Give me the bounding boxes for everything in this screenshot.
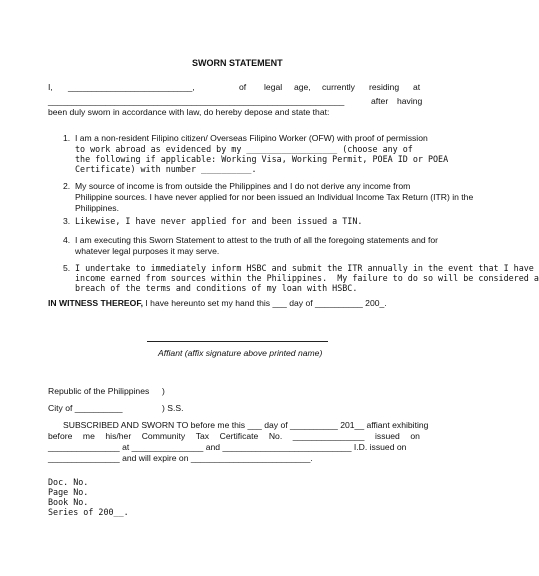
intro-after: after: [371, 96, 389, 106]
item-5-line-2: income earned from sources within the Philippines. My failure to do so will be considered a: [75, 273, 539, 283]
jurat-word: issued: [374, 431, 400, 441]
doc-no: Doc. No.: [48, 477, 89, 487]
item-1-line-3: the following if applicable: Working Visa, Working Permit, POEA ID or POEA: [75, 154, 449, 164]
jurat-word: _______________: [292, 431, 365, 441]
item-1-line-2: to work abroad as evidenced by my __________________ (choose any of: [75, 144, 413, 154]
jurat-word: on: [410, 431, 420, 441]
affiant-signature-line: [147, 341, 328, 342]
intro-residing: residing: [369, 82, 400, 92]
item-3-line-1: Likewise, I have never applied for and been issued a TIN.: [75, 216, 363, 226]
intro-currently: currently: [322, 82, 355, 92]
name-blank: __________________________,: [68, 82, 195, 92]
jurat-word: before: [48, 431, 73, 441]
jurat-word: his/her: [105, 431, 132, 441]
venue-republic: Republic of the Philippines: [48, 386, 150, 396]
venue-paren-1: ): [162, 386, 165, 396]
item-1-line-4: Certificate) with number __________.: [75, 164, 257, 174]
witness-rest: I have hereunto set my hand this ___ day of __________ 200_.: [143, 298, 387, 308]
item-5-line-1: I undertake to immediately inform HSBC and submit the ITR annually in the event that I have: [75, 263, 534, 273]
book-no: Book No.: [48, 497, 89, 507]
witness-clause: [48, 298, 387, 309]
item-4-line-1: I am executing this Sworn Statement to attest to the truth of all the foregoing statements and for: [75, 235, 439, 245]
item-2-number: 2.: [63, 181, 71, 191]
item-2-line-2: Philippine sources. I have never applied for nor been issued an Individual Income Tax Return (ITR) in the: [75, 192, 474, 202]
intro-i: I,: [48, 82, 53, 92]
jurat-word: me: [82, 431, 95, 441]
jurat-line-2: [48, 431, 420, 442]
item-5-number: 5.: [63, 263, 71, 273]
intro-at: at: [413, 82, 421, 92]
jurat-word: Certificate: [219, 431, 259, 441]
page-title: SWORN STATEMENT: [192, 58, 283, 68]
jurat-word: No.: [268, 431, 283, 441]
intro-of: of: [239, 82, 247, 92]
item-1-line-1: I am a non-resident Filipino citizen/ Overseas Filipino Worker (OFW) with proof of permission: [75, 133, 428, 143]
item-4-number: 4.: [63, 235, 71, 245]
affiant-caption: Affiant (affix signature above printed name): [158, 348, 323, 358]
jurat-line-3: _______________ at _______________ and ___________________________ I.D. issued on: [48, 442, 407, 452]
witness-bold: IN WITNESS THEREOF,: [48, 298, 144, 308]
item-4-line-2: whatever legal purposes it may serve.: [75, 246, 220, 256]
jurat-line-4: _______________ and will expire on _________________________.: [48, 453, 313, 463]
address-blank: ______________________________________________________________: [48, 96, 345, 106]
item-2-line-1: My source of income is from outside the Philippines and I do not derive any income from: [75, 181, 411, 191]
intro-age: age,: [294, 82, 311, 92]
series-no: Series of 200__.: [48, 507, 129, 517]
intro-legal: legal: [264, 82, 283, 92]
intro-deposition: been duly sworn in accordance with law, do hereby depose and state that:: [48, 107, 330, 117]
jurat-line-1: SUBSCRIBED AND SWORN TO before me this ___ day of __________ 201__ affiant exhibiting: [63, 420, 429, 430]
item-3-number: 3.: [63, 216, 71, 226]
venue-city: City of __________: [48, 403, 123, 413]
jurat-word: Tax: [195, 431, 210, 441]
venue-paren-2: ) S.S.: [162, 403, 184, 413]
item-2-line-3: Philippines.: [75, 203, 119, 213]
page-no: Page No.: [48, 487, 89, 497]
jurat-word: Community: [141, 431, 186, 441]
item-5-line-3: breach of the terms and conditions of my loan with HSBC.: [75, 283, 358, 293]
intro-having: having: [397, 96, 423, 106]
item-1-number: 1.: [63, 133, 71, 143]
